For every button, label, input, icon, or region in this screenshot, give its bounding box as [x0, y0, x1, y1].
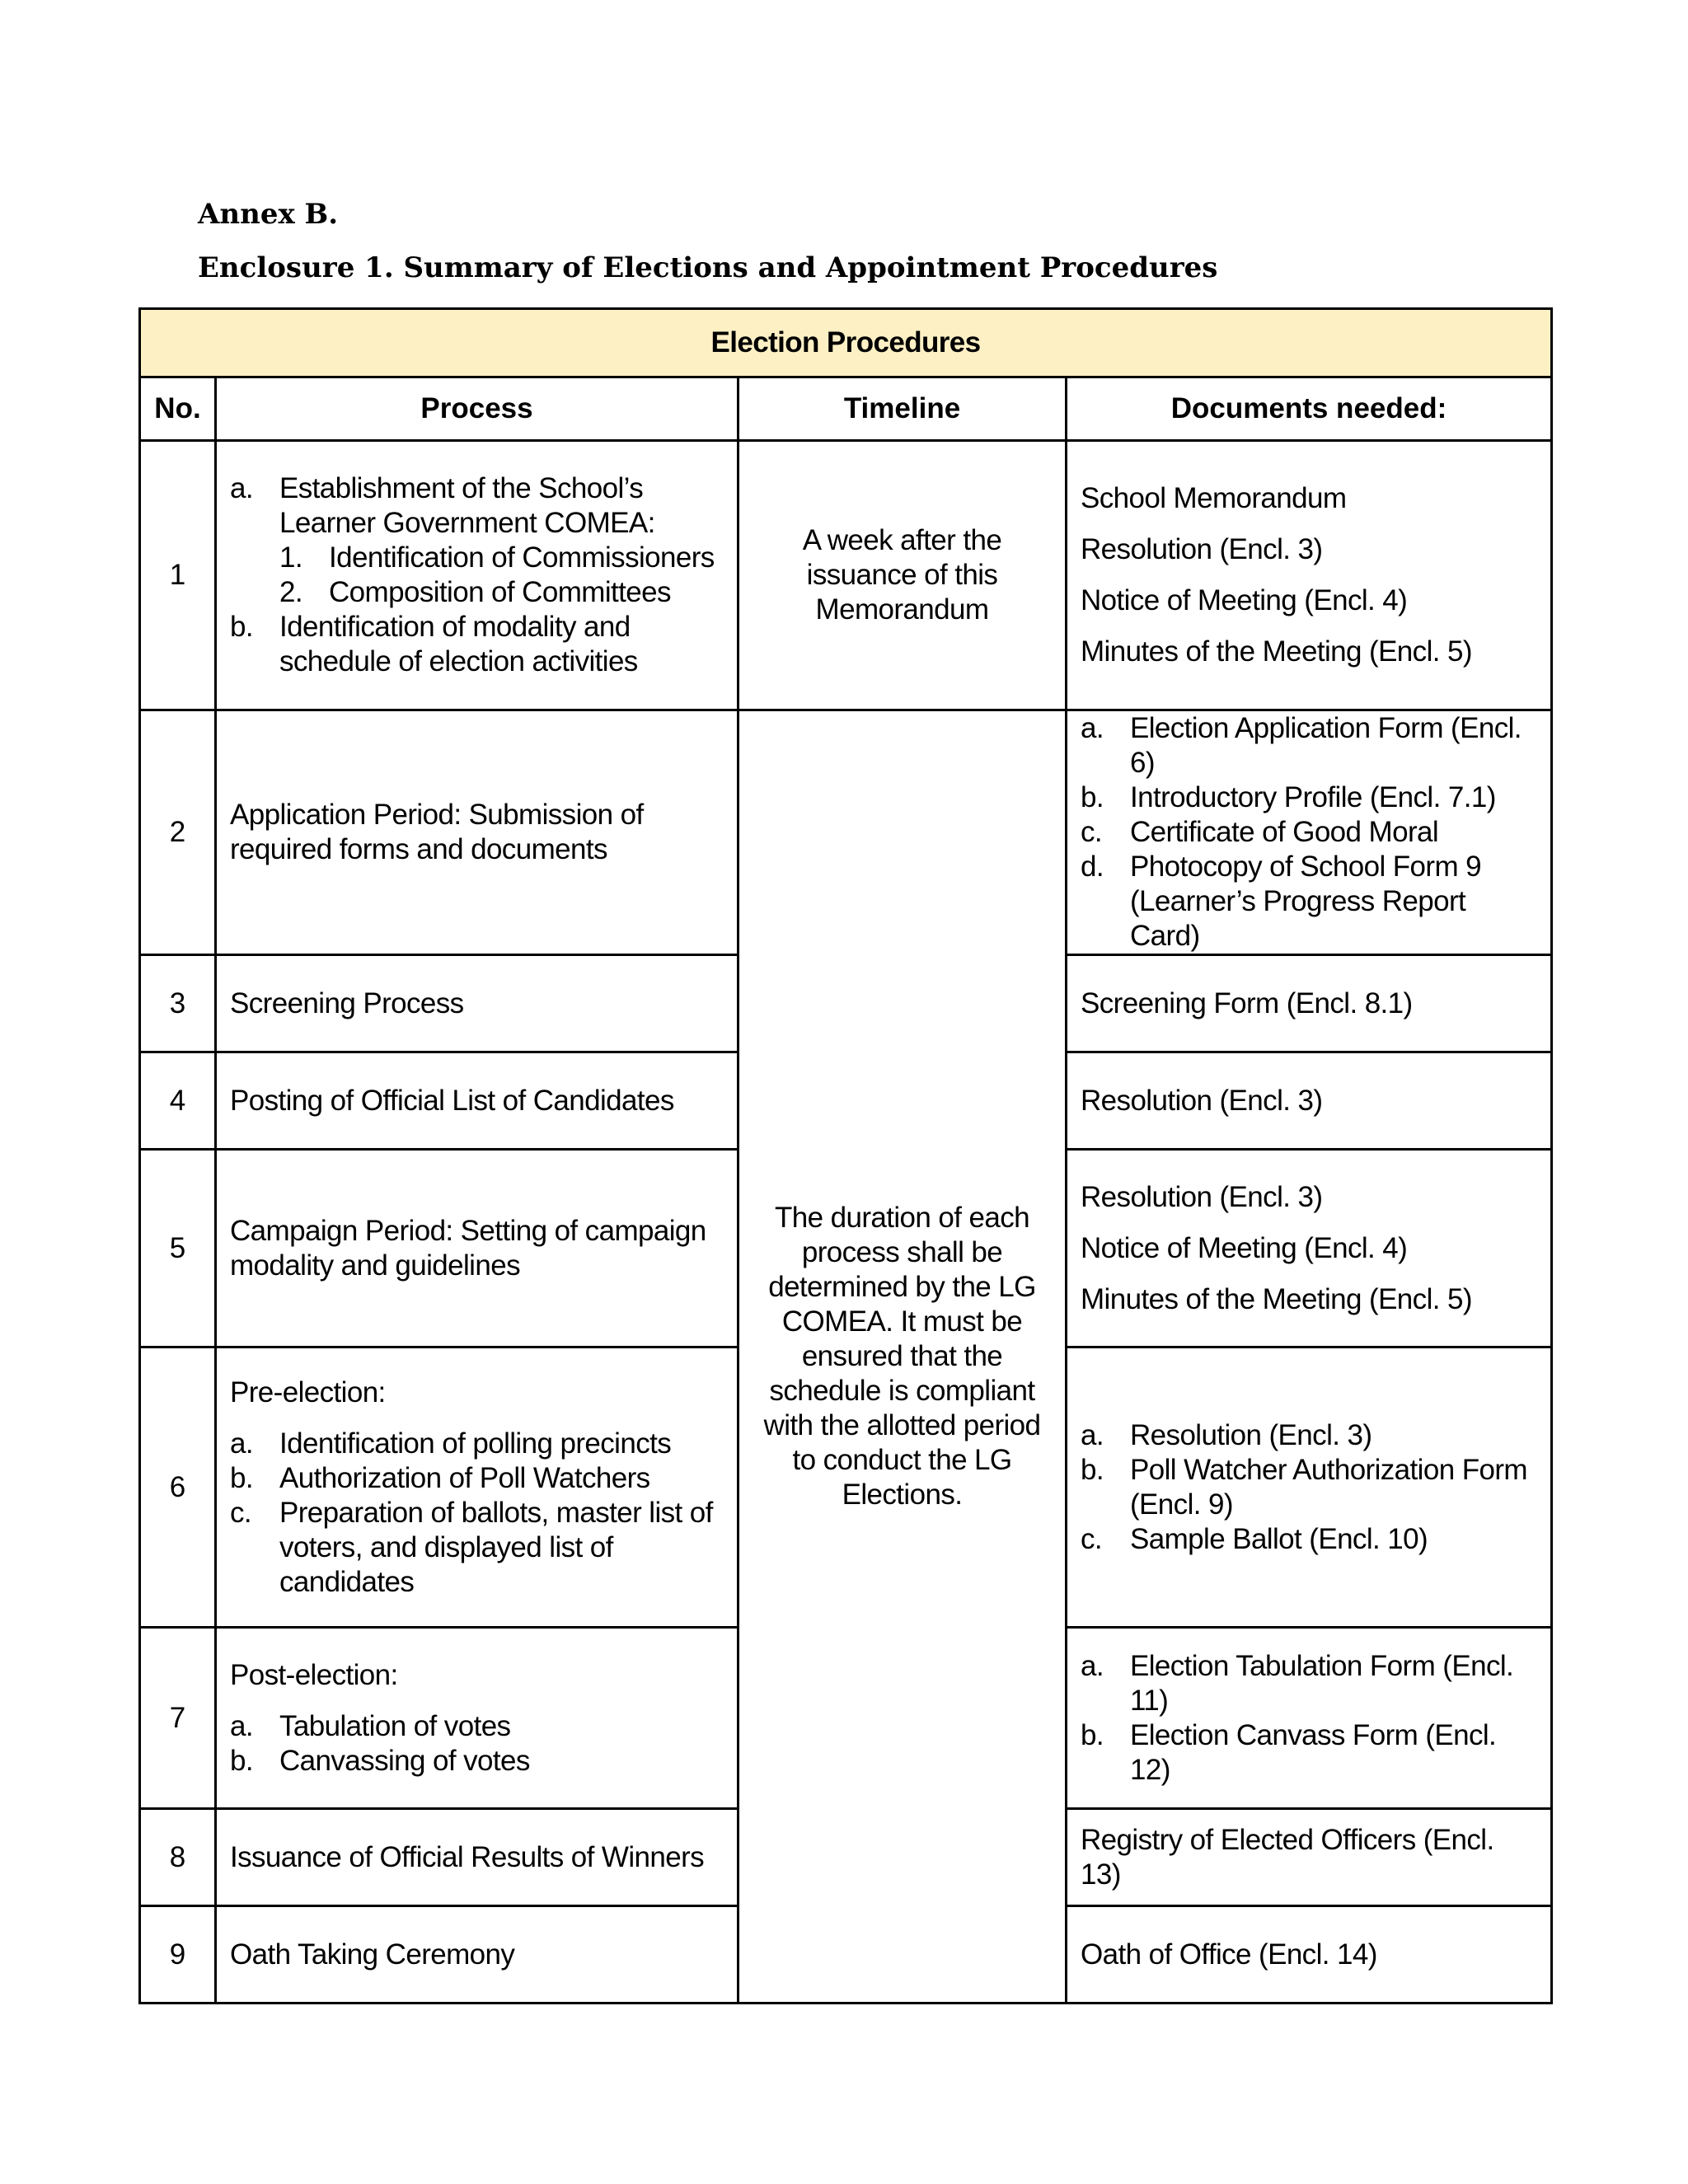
documents-cell [1067, 1150, 1552, 1347]
shared-timeline-cell: The duration of each process shall be determined by the LG COMEA. It must be ensured that the schedule is compliant with the allotted period to conduct the LG Elections. [738, 710, 1067, 2004]
list-marker: 1. [279, 541, 302, 574]
list-marker: c. [1081, 1522, 1103, 1555]
list-item [1081, 850, 1537, 954]
list-marker: a. [230, 472, 253, 504]
list-item [1081, 1453, 1537, 1522]
document-item: Notice of Meeting (Encl. 4) [1081, 1231, 1408, 1264]
list-item-text: Identification of modality and schedule of election activities [279, 611, 638, 677]
table-row [140, 710, 1552, 955]
list-item-text: Composition of Committees [329, 576, 671, 608]
list-item [230, 1744, 724, 1779]
list-item-text: Authorization of Poll Watchers [279, 1461, 650, 1494]
table-header-row [140, 377, 1552, 441]
list-item [230, 1461, 724, 1496]
list-item-text: Canvassing of votes [279, 1744, 530, 1777]
list-marker: a. [1081, 1649, 1104, 1682]
list-item-text: Introductory Profile (Encl. 7.1) [1130, 781, 1496, 813]
list-item-text: Tabulation of votes [279, 1709, 511, 1742]
enclosure-title: Enclosure 1. Summary of Elections and Appointment Procedures [198, 251, 1218, 284]
document-item: Minutes of the Meeting (Encl. 5) [1081, 1282, 1472, 1315]
documents-cell [1067, 710, 1552, 955]
election-procedures-table [138, 307, 1553, 2004]
timeline-cell: A week after the issuance of this Memorandum [738, 441, 1067, 710]
list-item-text: Election Application Form (Encl. 6) [1130, 712, 1522, 779]
header-process: Process [216, 377, 738, 441]
row-number: 6 [140, 1347, 216, 1628]
list-marker: d. [1081, 851, 1104, 883]
annex-title: Annex B. [198, 198, 339, 231]
row-number: 2 [140, 710, 216, 955]
header-timeline: Timeline [738, 377, 1067, 441]
document-item: Resolution (Encl. 3) [1081, 1180, 1323, 1213]
documents-cell: Oath of Office (Encl. 14) [1067, 1906, 1552, 2004]
list-marker: a. [230, 1709, 253, 1742]
list-item-text: Election Tabulation Form (Encl. 11) [1130, 1649, 1514, 1717]
list-marker: b. [1081, 1453, 1104, 1486]
list-marker: b. [230, 611, 253, 643]
documents-cell [1067, 441, 1552, 710]
header-no: No. [140, 377, 216, 441]
header-documents: Documents needed: [1067, 377, 1552, 441]
list-marker: c. [1081, 816, 1103, 848]
sub-list-item [279, 575, 724, 610]
process-cell [216, 441, 738, 710]
documents-cell [1067, 1347, 1552, 1628]
list-marker: a. [230, 1427, 253, 1460]
list-item-text: Photocopy of School Form 9 (Learner’s Progress Report Card) [1130, 851, 1482, 952]
documents-cell: Screening Form (Encl. 8.1) [1067, 955, 1552, 1052]
table-caption-row [140, 309, 1552, 377]
list-item [1081, 1418, 1537, 1453]
list-item-text: Certificate of Good Moral [1130, 816, 1439, 848]
process-cell [216, 1628, 738, 1809]
list-item [1081, 1718, 1537, 1788]
list-item-text: Resolution (Encl. 3) [1130, 1418, 1372, 1451]
list-marker: b. [230, 1744, 253, 1777]
list-item [1081, 711, 1537, 780]
row-number: 4 [140, 1052, 216, 1150]
list-item [230, 471, 724, 610]
list-marker: c. [230, 1496, 252, 1529]
document-item: School Memorandum [1081, 482, 1347, 514]
list-item-text: Sample Ballot (Encl. 10) [1130, 1522, 1428, 1555]
document-item: Minutes of the Meeting (Encl. 5) [1081, 635, 1472, 668]
list-item [1081, 780, 1537, 815]
process-cell: Application Period: Submission of required forms and documents [216, 710, 738, 955]
list-item-text: Identification of Commissioners [329, 541, 715, 574]
process-cell: Campaign Period: Setting of campaign modality and guidelines [216, 1150, 738, 1347]
table-row [140, 441, 1552, 710]
sub-list-item [279, 541, 724, 575]
list-item-text: Identification of polling precincts [279, 1427, 672, 1460]
document-item: Resolution (Encl. 3) [1081, 533, 1323, 565]
row-number: 3 [140, 955, 216, 1052]
list-item-text: Preparation of ballots, master list of voters, and displayed list of candidates [279, 1496, 713, 1598]
list-item [230, 1496, 724, 1600]
row-number: 9 [140, 1906, 216, 2004]
documents-cell: Resolution (Encl. 3) [1067, 1052, 1552, 1150]
list-item [230, 1709, 724, 1744]
table-caption: Election Procedures [140, 309, 1552, 377]
process-cell [216, 1347, 738, 1628]
documents-cell [1067, 1628, 1552, 1809]
row-number: 1 [140, 441, 216, 710]
list-marker: a. [1081, 1418, 1104, 1451]
list-marker: b. [230, 1461, 253, 1494]
list-item [1081, 1522, 1537, 1557]
list-item-text: Poll Watcher Authorization Form (Encl. 9) [1130, 1453, 1527, 1521]
list-item-text: Establishment of the School’s Learner Government COMEA: [279, 472, 655, 539]
row-number: 8 [140, 1809, 216, 1906]
process-lead: Post-election: [230, 1658, 398, 1691]
process-cell: Screening Process [216, 955, 738, 1052]
list-item [1081, 815, 1537, 850]
list-item [230, 610, 724, 679]
row-number: 5 [140, 1150, 216, 1347]
list-item-text: Election Canvass Form (Encl. 12) [1130, 1718, 1497, 1786]
list-marker: b. [1081, 1718, 1104, 1751]
list-marker: b. [1081, 781, 1104, 813]
list-marker: a. [1081, 712, 1104, 744]
process-cell: Issuance of Official Results of Winners [216, 1809, 738, 1906]
row-number: 7 [140, 1628, 216, 1809]
list-item [1081, 1649, 1537, 1718]
documents-cell: Registry of Elected Officers (Encl. 13) [1067, 1809, 1552, 1906]
process-cell: Posting of Official List of Candidates [216, 1052, 738, 1150]
process-lead: Pre-election: [230, 1376, 386, 1408]
process-cell: Oath Taking Ceremony [216, 1906, 738, 2004]
document-item: Notice of Meeting (Encl. 4) [1081, 584, 1408, 616]
list-item [230, 1427, 724, 1461]
list-marker: 2. [279, 576, 302, 608]
